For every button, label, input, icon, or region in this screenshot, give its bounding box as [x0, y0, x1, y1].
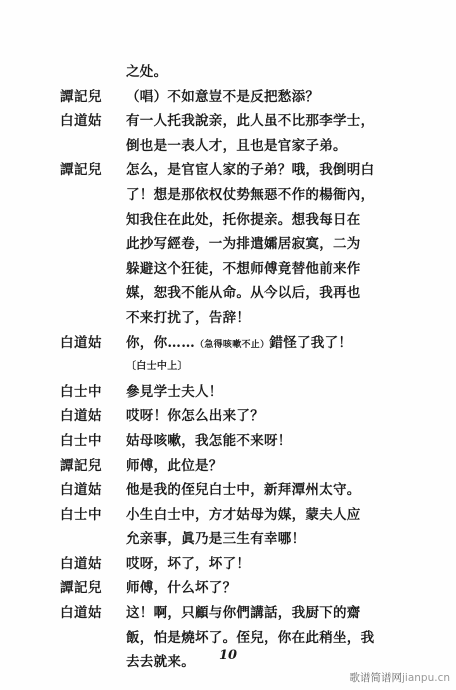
dialogue-text-after: 錯怪了我了！ [269, 334, 353, 351]
dialogue-text: 他是我的侄兒白士中，新拜潭州太守。 [126, 482, 361, 499]
dialogue-text: 这！啊，只顧与你們講話，我厨下的齋 [126, 605, 361, 622]
script-line [60, 380, 400, 405]
dialogue-text: 有一人托我說亲，此人虽不比那李学士， [126, 113, 375, 130]
stage-direction-inline: （急得咳嗽不止） [195, 339, 270, 350]
dialogue-text: 飯，怕是燒坏了。侄兒，你在此稍坐，我 [126, 629, 375, 646]
dialogue-text: 小生白士中，方才姑母为媒，蒙夫人应 [126, 506, 361, 523]
script-line [60, 429, 400, 454]
dialogue-text: 怎么，是官宦人家的子弟？哦，我倒明白 [126, 162, 375, 179]
script-line [60, 158, 400, 183]
dialogue-text: 了！想是那依权仗势無惡不作的楊衙內， [126, 186, 375, 203]
dialogue-text: 倒也是一表人才，且也是官家子弟。 [126, 137, 347, 154]
speaker-name: 白士中 [60, 432, 102, 449]
script-line [60, 331, 400, 356]
dialogue-text: 姑母咳嗽，我怎能不来呀！ [126, 432, 292, 449]
script-line [60, 232, 400, 257]
script-line [60, 454, 400, 479]
speaker-name: 白道姑 [60, 113, 102, 130]
script-line [60, 306, 400, 331]
dialogue-text-before: 你，你…… [126, 334, 195, 351]
speaker-name: 白士中 [60, 383, 102, 400]
speaker-name: 白道姑 [60, 482, 102, 499]
script-line [60, 109, 400, 134]
script-line [60, 355, 400, 380]
speaker-name: 白道姑 [60, 408, 102, 425]
script-line [60, 626, 400, 651]
dialogue-text: 允亲事，眞乃是三生有幸哪！ [126, 531, 306, 548]
speaker-name: 譚記兒 [60, 162, 102, 179]
dialogue-text: 哎呀，坏了，坏了！ [126, 555, 251, 572]
speaker-name: 白道姑 [60, 555, 102, 572]
speaker-name: 白道姑 [60, 334, 102, 351]
watermark-url: jianpu.cn [401, 672, 450, 684]
dialogue-text: 哎呀！你怎么出来了？ [126, 408, 264, 425]
script-line [60, 478, 400, 503]
speaker-name: 譚記兒 [60, 457, 102, 474]
speaker-name: 白士中 [60, 506, 102, 523]
script-line [60, 601, 400, 626]
dialogue-text [126, 331, 400, 358]
script-line [60, 527, 400, 552]
speaker-name: 譚記兒 [60, 88, 102, 105]
script-line [60, 576, 400, 601]
dialogue-text: 不来打扰了，告辞！ [126, 309, 251, 326]
script-line [60, 552, 400, 577]
page-number: 10 [218, 648, 238, 663]
dialogue-text: 之处。 [126, 64, 168, 80]
watermark-text: 歌谱简谱网 [349, 672, 402, 684]
speaker-name: 譚記兒 [60, 580, 102, 597]
dialogue-text: 媒，恕我不能从命。从今以后，我再也 [126, 285, 361, 302]
dialogue-text: 知我住在此处，托你提亲。想我每日在 [126, 211, 361, 228]
speaker-name: 白道姑 [60, 605, 102, 622]
script-line [60, 404, 400, 429]
script-line [60, 503, 400, 528]
watermark [349, 670, 450, 685]
script-line [60, 60, 400, 85]
dialogue-text: 此抄写經卷，一为排遣孀居寂寞，二为 [126, 236, 361, 253]
script-line [60, 134, 400, 159]
script-line [60, 208, 400, 233]
dialogue-text: （唱）不如意豈不是反把愁添？ [126, 88, 320, 105]
script-line [60, 85, 400, 110]
dialogue-text: 师傅，此位是？ [126, 457, 223, 474]
dialogue-text: 參見学士夫人！ [126, 383, 223, 400]
dialogue-text: 去去就来。 [126, 654, 195, 671]
script-line [60, 281, 400, 306]
stage-direction: 〔白士中上〕 [126, 361, 188, 373]
dialogue-text: 躲避这个狂徒，不想师傅竟替他前来作 [126, 260, 361, 277]
script-line [60, 183, 400, 208]
script-line [60, 257, 400, 282]
dialogue-text: 师傅，什么坏了？ [126, 580, 237, 597]
script-dialogue [60, 60, 400, 675]
